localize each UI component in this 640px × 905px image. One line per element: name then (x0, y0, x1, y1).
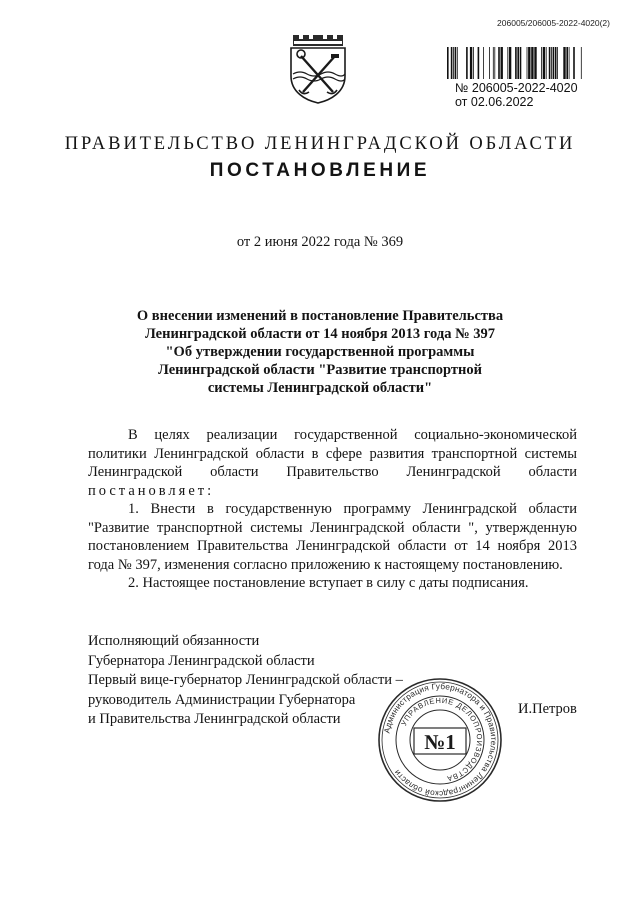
item-1-paragraph: 1. Внести в государственную программу Ленинградской области "Развитие транспортной системы Ленинградской области ", утвержденную постановлением Правительства Ленинградской области от 14 ноября 2013 года № 397, изменения согласно приложению к настоящему постановлению. (88, 501, 577, 573)
barcode-bar (553, 47, 555, 79)
seal-number: №1 (424, 730, 456, 754)
document-subject (110, 307, 530, 397)
barcode-bar (466, 47, 468, 79)
barcode-bar (457, 47, 458, 79)
signer-position-line: руководитель Администрации Губернатора (88, 691, 356, 708)
subject-line: О внесении изменений в постановление Правительства (136, 308, 504, 324)
barcode-bar (543, 47, 545, 79)
barcode-bar (557, 47, 558, 79)
official-seal-icon (376, 676, 504, 804)
barcode-bar (455, 47, 457, 79)
barcode-bar (498, 47, 500, 79)
subject-line: Ленинградской области от 14 ноября 2013 года № 397 (144, 326, 496, 342)
barcode-bar (573, 47, 575, 79)
subject-line: системы Ленинградской области" (207, 380, 433, 396)
barcode-bar (493, 47, 494, 79)
registration-number: № 206005-2022-4020 (455, 81, 578, 95)
barcode-bar (478, 47, 480, 79)
registration-stamp (455, 81, 578, 109)
barcode-bar (541, 47, 542, 79)
registration-date: от 02.06.2022 (455, 95, 534, 109)
signer-position-line: Первый вице-губернатор Ленинградской области – (88, 672, 403, 688)
barcode-bar (509, 47, 511, 79)
preamble-paragraph: В целях реализации государственной социально-экономической политики Ленинградской области в сфере развития транспортной системы Ленинградской области Правительство Ленинградской области (88, 427, 577, 480)
barcode-bar (451, 47, 453, 79)
signer-position-line: Исполняющий обязанности (88, 633, 260, 649)
barcode-bar (551, 47, 552, 79)
barcode-bar (581, 47, 582, 79)
subject-line: Ленинградской области "Развитие транспортной (158, 362, 482, 378)
barcode-bar (563, 47, 565, 79)
seal-inner-text: УПРАВЛЕНИЕ ДЕЛОПРОИЗВОДСТВА (399, 695, 485, 784)
barcode-bar (483, 47, 484, 79)
barcode-bar (527, 47, 528, 79)
barcode-bar (528, 47, 530, 79)
barcode-bar (549, 47, 551, 79)
barcode-bar (546, 47, 547, 79)
barcode-bar (507, 47, 508, 79)
signature-block (88, 632, 403, 730)
document-date-number: от 2 июня 2022 года № 369 (236, 234, 404, 250)
coat-of-arms-icon (287, 32, 349, 104)
barcode-bar (473, 47, 474, 79)
barcode-bar (470, 47, 472, 79)
organization-title: ПРАВИТЕЛЬСТВО ЛЕНИНГРАДСКОЙ ОБЛАСТИ (64, 134, 576, 154)
barcode-bar (453, 47, 454, 79)
barcode-bar (569, 47, 570, 79)
barcode-bar (531, 47, 533, 79)
barcode-bar (447, 47, 449, 79)
document-code: 206005/206005-2022-4020(2) (497, 18, 610, 28)
barcode-bar (534, 47, 536, 79)
document-body (88, 426, 577, 593)
signer-name: И.Петров (518, 701, 577, 717)
barcode-bar (520, 47, 522, 79)
document-type: ПОСТАНОВЛЕНИЕ (209, 160, 431, 181)
seal-outer-text: Администрация Губернатора и Правительства Ленинградской области (382, 681, 499, 799)
item-2-paragraph: 2. Настоящее постановление вступает в силу с даты подписания. (128, 575, 529, 591)
subject-line: "Об утверждении государственной программы (165, 344, 475, 360)
barcode-bar (501, 47, 503, 79)
barcode-bar (555, 47, 557, 79)
signer-position-line: Губернатора Ленинградской области (88, 652, 315, 669)
signer-position-line: и Правительства Ленинградской области (88, 711, 341, 727)
decree-word: постановляет: (88, 482, 215, 499)
barcode-bar (515, 47, 517, 79)
barcode-icon (447, 47, 587, 79)
barcode-bar (489, 47, 490, 79)
barcode-bar (494, 47, 495, 79)
barcode-bar (517, 47, 519, 79)
barcode-bar (566, 47, 568, 79)
